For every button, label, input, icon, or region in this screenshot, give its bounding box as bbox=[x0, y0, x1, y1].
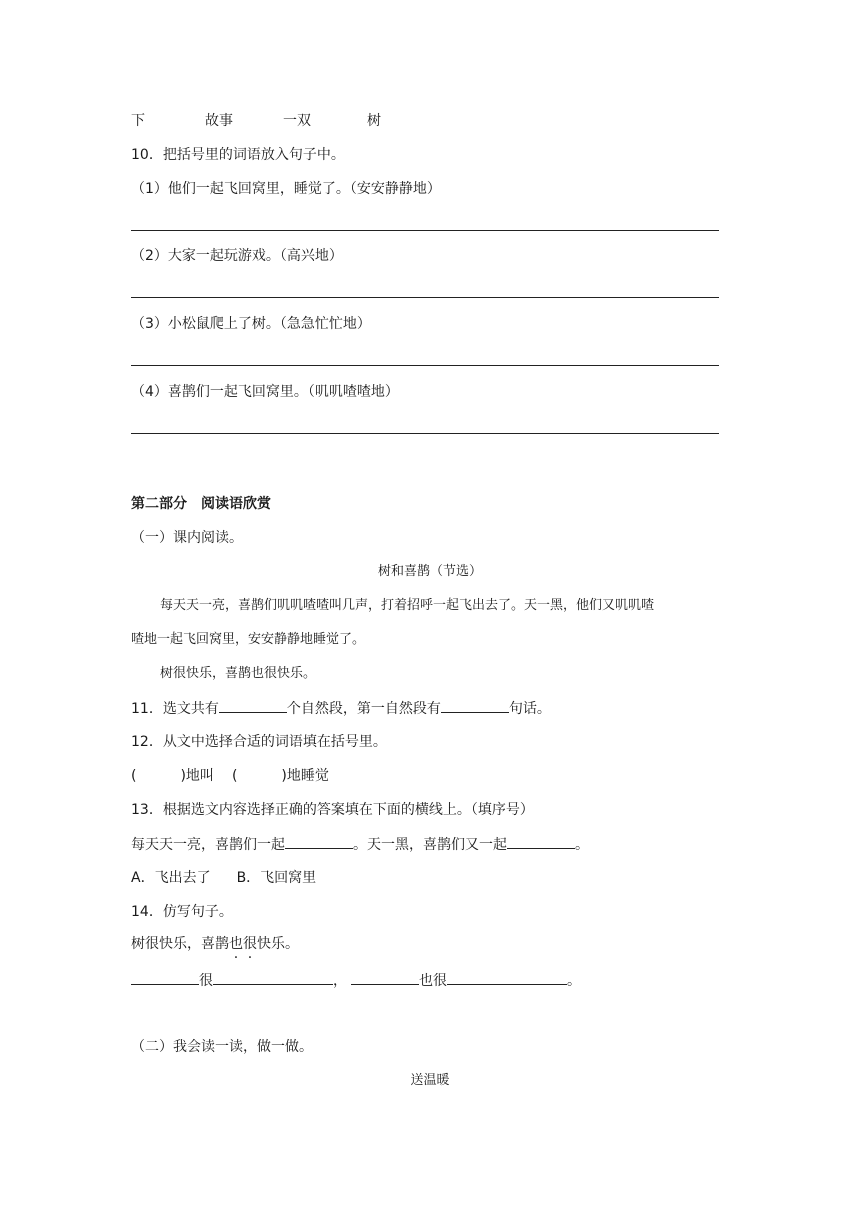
q12-open-1: ( bbox=[131, 768, 137, 784]
q13-sentence bbox=[131, 834, 589, 855]
q10-title: 10．把括号里的词语放入句子中。 bbox=[131, 147, 345, 163]
answer-line-4[interactable] bbox=[131, 433, 719, 434]
q11-text-2: 个自然段，第一自然段有 bbox=[286, 701, 441, 717]
section1-heading: （一）课内阅读。 bbox=[131, 530, 243, 546]
q12-title: 12．从文中选择合适的词语填在括号里。 bbox=[131, 734, 387, 750]
q12-close-2: )地睡觉 bbox=[281, 768, 329, 784]
q10-item-2: （2）大家一起玩游戏。（高兴地） bbox=[131, 248, 343, 264]
q11-blank-2[interactable] bbox=[441, 698, 509, 713]
answer-line-1[interactable] bbox=[131, 230, 719, 231]
q10-item-3: （3）小松鼠爬上了树。（急急忙忙地） bbox=[131, 316, 371, 332]
q12-open-2: ( bbox=[231, 768, 238, 784]
part2-heading: 第二部分 阅读语欣赏 bbox=[131, 496, 271, 512]
q10-item-1: （1）他们一起飞回窝里，睡觉了。（安安静静地） bbox=[131, 181, 441, 197]
q14-blank-3[interactable] bbox=[351, 970, 419, 985]
q13-option-a: A．飞出去了 bbox=[131, 870, 211, 886]
q10-item-4: （4）喜鹊们一起飞回窝里。（叽叽喳喳地） bbox=[131, 384, 399, 400]
passage-line-1: 每天天一亮，喜鹊们叽叽喳喳叫几声，打着招呼一起飞出去了。天一黑，他们又叽叽喳 bbox=[160, 598, 655, 613]
q14-title: 14．仿写句子。 bbox=[131, 904, 233, 920]
q14-template bbox=[131, 970, 581, 991]
word-3: 一双 bbox=[283, 113, 311, 129]
word-1: 下 bbox=[131, 113, 145, 129]
q11 bbox=[131, 698, 551, 719]
section2-heading: （二）我会读一读，做一做。 bbox=[131, 1039, 313, 1055]
q14-example-b: 快乐。 bbox=[257, 936, 299, 952]
q14-blank-1[interactable] bbox=[131, 970, 199, 985]
passage-line-2: 喳地一起飞回窝里，安安静静地睡觉了。 bbox=[131, 632, 366, 647]
q13-option-b: B．飞回窝里 bbox=[236, 870, 317, 886]
q14-emphasis-1: 也 bbox=[229, 936, 243, 952]
q11-text-1: 11．选文共有 bbox=[131, 701, 219, 717]
q12-close-1: )地叫 bbox=[180, 768, 214, 784]
word-row bbox=[131, 111, 381, 131]
q14-text-2: ， bbox=[333, 973, 347, 989]
q13-title: 13．根据选文内容选择正确的答案填在下面的横线上。（填序号） bbox=[131, 802, 534, 818]
word-2: 故事 bbox=[205, 113, 233, 129]
q11-blank-1[interactable] bbox=[219, 698, 287, 713]
q13-text-1: 每天天一亮，喜鹊们一起 bbox=[131, 837, 285, 853]
q12-brackets bbox=[131, 766, 329, 786]
answer-line-2[interactable] bbox=[131, 297, 719, 298]
q14-example-a: 树很快乐，喜鹊 bbox=[131, 936, 229, 952]
q14-blank-4[interactable] bbox=[447, 970, 567, 985]
q13-blank-1[interactable] bbox=[285, 834, 353, 849]
passage-line-3: 树很快乐，喜鹊也很快乐。 bbox=[160, 666, 317, 681]
q11-text-3: 句话。 bbox=[508, 701, 551, 717]
q14-blank-2[interactable] bbox=[213, 970, 333, 985]
passage2-title: 送温暖 bbox=[410, 1073, 450, 1088]
q13-options bbox=[131, 868, 316, 888]
q14-text-3: 也很 bbox=[419, 973, 447, 989]
q14-text-4: 。 bbox=[567, 973, 581, 989]
q13-blank-2[interactable] bbox=[507, 834, 575, 849]
q13-text-3: 。 bbox=[575, 837, 589, 853]
q14-text-1: 很 bbox=[199, 973, 213, 989]
word-4: 树 bbox=[367, 113, 381, 129]
q14-example bbox=[131, 934, 299, 954]
q14-emphasis-2: 很 bbox=[243, 936, 257, 952]
answer-line-3[interactable] bbox=[131, 365, 719, 366]
q13-text-2: 。天一黑，喜鹊们又一起 bbox=[353, 837, 507, 853]
passage-title: 树和喜鹊（节选） bbox=[377, 564, 482, 579]
